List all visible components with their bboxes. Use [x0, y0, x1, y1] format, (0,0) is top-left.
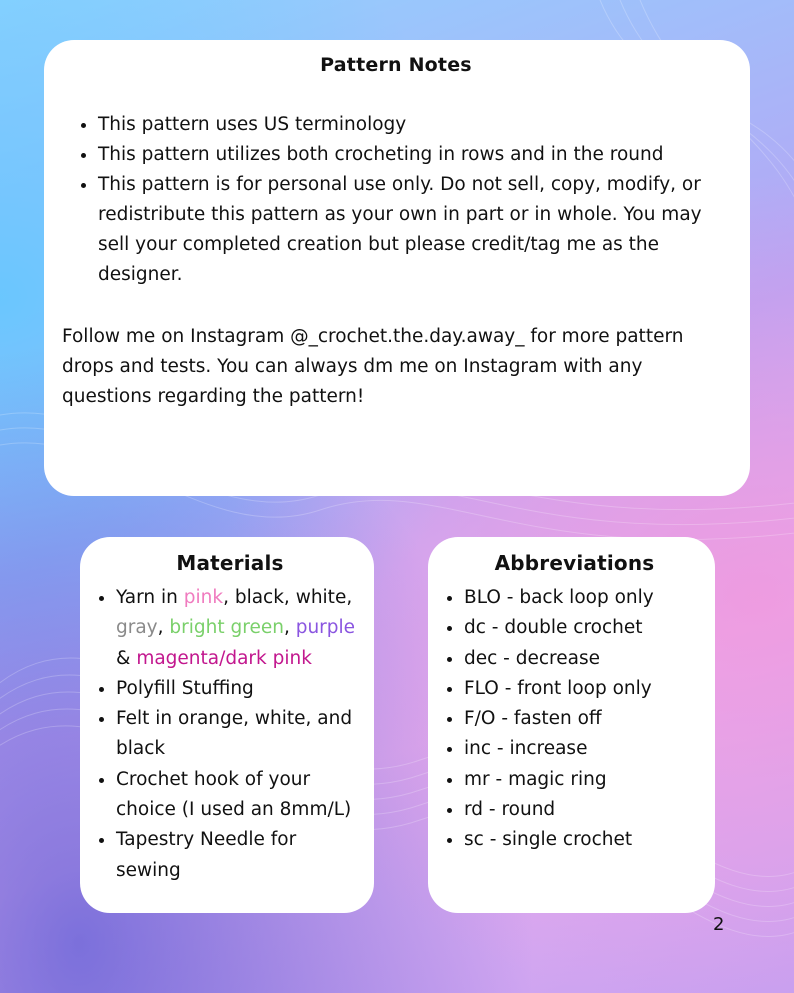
list-item: • mr - magic ring — [464, 765, 705, 795]
list-item: • dc - double crochet — [464, 613, 705, 643]
abbreviations-card — [428, 537, 715, 913]
list-item: • dec - decrease — [464, 644, 705, 674]
list-item: • This pattern utilizes both crocheting in rows and in the round — [98, 140, 730, 170]
list-item: • F/O - fasten off — [464, 704, 705, 734]
list-item: • Polyfill Stuffing — [116, 674, 364, 704]
materials-list — [96, 583, 364, 886]
list-item: • BLO - back loop only — [464, 583, 705, 613]
list-item: • Crochet hook of your choice (I used an 8mm/L) — [116, 765, 364, 826]
materials-title: Materials — [176, 551, 284, 575]
pattern-notes-list — [62, 110, 730, 290]
list-item: • This pattern is for personal use only. Do not sell, copy, modify, or redistribute this pattern as your own in part or in whole. You may sell your completed creation but please credit/tag me as the designer. — [98, 170, 730, 290]
list-item: • FLO - front loop only — [464, 674, 705, 704]
instagram-follow-text: Follow me on Instagram @_crochet.the.day.away_ for more pattern drops and tests. You can always dm me on Instagram with any questions regarding the pattern! — [62, 326, 684, 407]
abbreviations-title: Abbreviations — [494, 551, 655, 575]
list-item-yarn: • Yarn in pink, black, white, gray, bright green, purple & magenta/dark pink — [116, 583, 364, 674]
list-item: • Tapestry Needle for sewing — [116, 825, 364, 886]
pattern-notes-title: Pattern Notes — [320, 54, 472, 76]
list-item: • sc - single crochet — [464, 825, 705, 855]
list-item: • Felt in orange, white, and black — [116, 704, 364, 765]
list-item: • This pattern uses US terminology — [98, 110, 730, 140]
page-number: 2 — [713, 914, 725, 935]
list-item: • inc - increase — [464, 734, 705, 764]
list-item: • rd - round — [464, 795, 705, 825]
pattern-notes-card — [44, 40, 750, 496]
materials-card — [80, 537, 374, 913]
abbreviations-list — [444, 583, 705, 856]
